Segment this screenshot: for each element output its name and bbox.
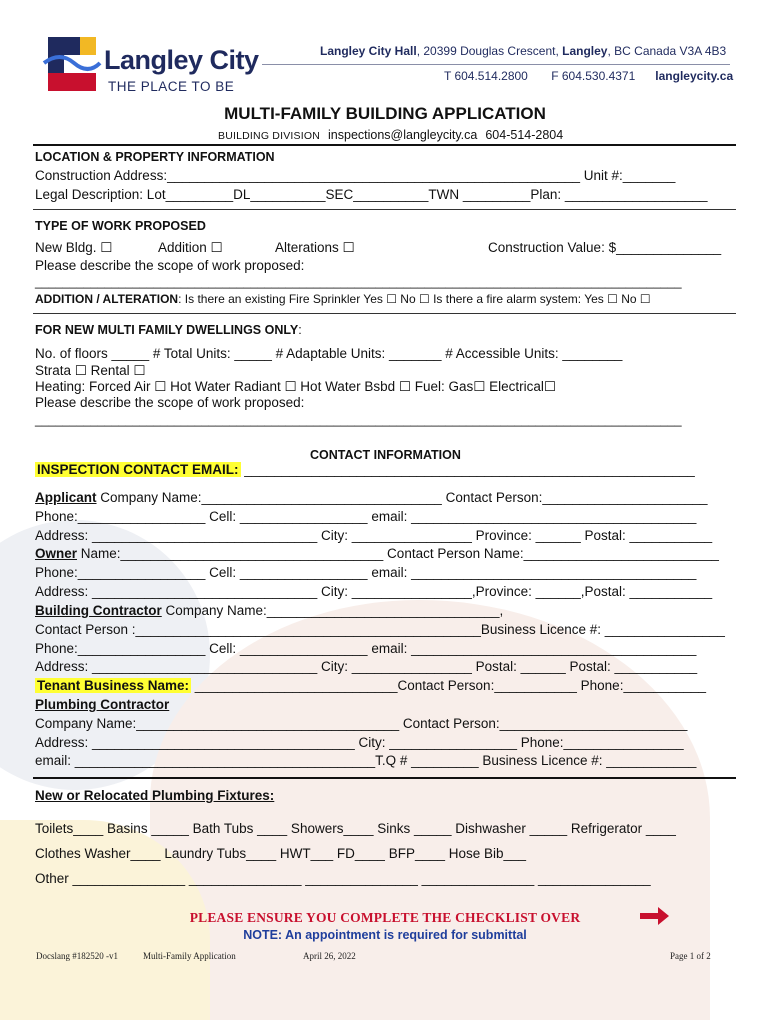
city-hall-city: Langley	[562, 44, 608, 58]
header-divider	[262, 64, 730, 65]
applicant-address-field[interactable]: Address: ______________________________ City: ________________ Province: ______ Postal: ___________	[35, 528, 713, 543]
work-scope-label: Please describe the scope of work proposed:	[35, 258, 305, 273]
applicant-phone-field[interactable]: Phone:_________________ Cell: _________________ email: ______________________________________	[35, 509, 697, 524]
work-scope-field[interactable]: _____________________________________________________________________________________________	[35, 275, 682, 289]
inspections-email[interactable]: inspections@langleycity.ca	[328, 128, 478, 142]
langley-city-logo	[40, 33, 270, 101]
addition-alteration-row	[35, 292, 651, 306]
location-divider	[33, 209, 736, 210]
contractor-label: Building Contractor	[35, 603, 162, 618]
inspection-email-field[interactable]: ____________________________________________________________	[240, 462, 695, 477]
tenant-label: Tenant Business Name:	[37, 678, 190, 693]
logo-tagline: THE PLACE TO BE	[108, 79, 235, 94]
applicant-company-field[interactable]: Company Name:________________________________ Contact Person:______________________	[96, 490, 708, 505]
alterations-checkbox[interactable]: Alterations ☐	[275, 240, 355, 255]
contractor-phone-field[interactable]: Phone:_________________ Cell: _________________ email: ______________________________________	[35, 641, 697, 656]
logo-mark-icon	[40, 33, 102, 95]
appointment-note: NOTE: An appointment is required for submittal	[243, 928, 527, 942]
city-hall-street: , 20399 Douglas Crescent,	[416, 44, 563, 58]
footer-page-number: Page 1 of 2	[670, 951, 711, 961]
heating-checkbox-row[interactable]: Heating: Forced Air ☐ Hot Water Radiant ☐ Hot Water Bsbd ☐ Fuel: Gas☐ Electrical☐	[35, 379, 556, 394]
contact-numbers	[444, 69, 733, 83]
owner-name-field[interactable]: Name:___________________________________ Contact Person Name:__________________________	[77, 546, 719, 561]
division-label: BUILDING DIVISION	[218, 130, 321, 142]
plumbing-email-field[interactable]: email: ________________________________________T.Q # _________ Business Licence #: ____________	[35, 753, 697, 768]
owner-phone-field[interactable]: Phone:_________________ Cell: _________________ email: ______________________________________	[35, 565, 697, 580]
title-divider	[33, 144, 736, 146]
plumbing-company-field[interactable]: Company Name:___________________________________ Contact Person:_________________________	[35, 716, 688, 731]
multi-family-heading: FOR NEW MULTI FAMILY DWELLINGS ONLY:	[35, 323, 302, 337]
footer-doc-title: Multi-Family Application	[143, 951, 236, 961]
arrow-right-icon	[638, 906, 670, 926]
addition-checkbox[interactable]: Addition ☐	[158, 240, 223, 255]
footer-doc-id: Docslang #182520 -v1	[36, 951, 118, 961]
contractor-contact-field[interactable]: Contact Person :______________________________________________Business Licence #: ________________	[35, 622, 725, 637]
tenant-row	[35, 678, 706, 693]
fixtures-row-1[interactable]: Toilets____ Basins _____ Bath Tubs ____ Showers____ Sinks _____ Dishwasher _____ Refrigerator ____	[35, 821, 676, 836]
plumbing-label-text: Plumbing Contractor	[35, 697, 170, 712]
inspection-email-row	[35, 462, 695, 477]
fixtures-row-2[interactable]: Clothes Washer____ Laundry Tubs____ HWT___ FD____ BFP____ Hose Bib___	[35, 846, 527, 861]
checklist-reminder: PLEASE ENSURE YOU COMPLETE THE CHECKLIST OVER	[189, 910, 581, 925]
strata-rental-checkbox[interactable]: Strata ☐ Rental ☐	[35, 363, 146, 378]
legal-description-field[interactable]: Legal Description: Lot_________DL__________SEC__________TWN _________Plan: ___________________	[35, 187, 708, 202]
division-phone: 604-514-2804	[485, 128, 564, 142]
city-phone: T 604.514.2800	[444, 69, 528, 83]
owner-row	[35, 546, 719, 561]
mf-scope-field[interactable]: _____________________________________________________________________________________________	[35, 413, 682, 427]
work-heading: TYPE OF WORK PROPOSED	[35, 219, 206, 233]
sprinkler-alarm-question[interactable]: : Is there an existing Fire Sprinkler Yes ☐ No ☐ Is there a fire alarm system: Yes ☐ No ☐	[178, 292, 651, 306]
city-hall-name: Langley City Hall	[320, 44, 417, 58]
plumbing-label	[35, 697, 169, 712]
construction-address-field[interactable]: Construction Address:_______________________________________________________ Unit #:_______	[35, 168, 676, 183]
new-bldg-checkbox[interactable]: New Bldg. ☐	[35, 240, 113, 255]
contact-divider	[33, 777, 736, 779]
multi-family-heading-text: FOR NEW MULTI FAMILY DWELLINGS ONLY	[35, 323, 299, 337]
logo-name: Langley City	[104, 45, 259, 75]
tenant-field[interactable]: ___________________________Contact Person:___________ Phone:___________	[191, 678, 707, 693]
inspection-email-label: INSPECTION CONTACT EMAIL:	[37, 462, 239, 477]
fixtures-heading	[35, 788, 274, 803]
applicant-label: Applicant	[35, 490, 97, 505]
addition-alteration-label: ADDITION / ALTERATION	[35, 292, 179, 306]
applicant-row	[35, 490, 708, 505]
footer-date: April 26, 2022	[303, 951, 356, 961]
fixtures-heading-text: New or Relocated Plumbing Fixtures:	[35, 788, 275, 803]
city-hall-region: , BC Canada V3A 4B3	[607, 44, 727, 58]
plumbing-address-field[interactable]: Address: ___________________________________ City: _________________ Phone:________________	[35, 735, 684, 750]
contact-heading: CONTACT INFORMATION	[310, 448, 461, 462]
addition-divider	[33, 313, 736, 314]
city-website[interactable]: langleycity.ca	[655, 69, 734, 83]
construction-value-field[interactable]: Construction Value: $______________	[488, 240, 722, 255]
owner-label: Owner	[35, 546, 78, 561]
city-fax: F 604.530.4371	[551, 69, 636, 83]
contractor-address-field[interactable]: Address: ______________________________ City: ________________ Postal: ______ Postal: ___________	[35, 659, 698, 674]
mf-scope-label: Please describe the scope of work proposed:	[35, 395, 305, 410]
contractor-row	[35, 603, 503, 618]
contractor-company-field[interactable]: Company Name:_______________________________,	[161, 603, 504, 618]
owner-address-field[interactable]: Address: ______________________________ City: ________________,Province: ______,Postal: ___________	[35, 584, 713, 599]
form-subtitle	[218, 128, 563, 142]
fixtures-row-3[interactable]: Other _______________ _______________ _______________ _______________ _______________	[35, 871, 651, 886]
form-title: MULTI-FAMILY BUILDING APPLICATION	[224, 104, 546, 123]
location-heading: LOCATION & PROPERTY INFORMATION	[35, 150, 275, 164]
city-hall-address	[320, 44, 726, 58]
floors-units-field[interactable]: No. of floors _____ # Total Units: _____ # Adaptable Units: _______ # Accessible Units: ________	[35, 346, 623, 361]
